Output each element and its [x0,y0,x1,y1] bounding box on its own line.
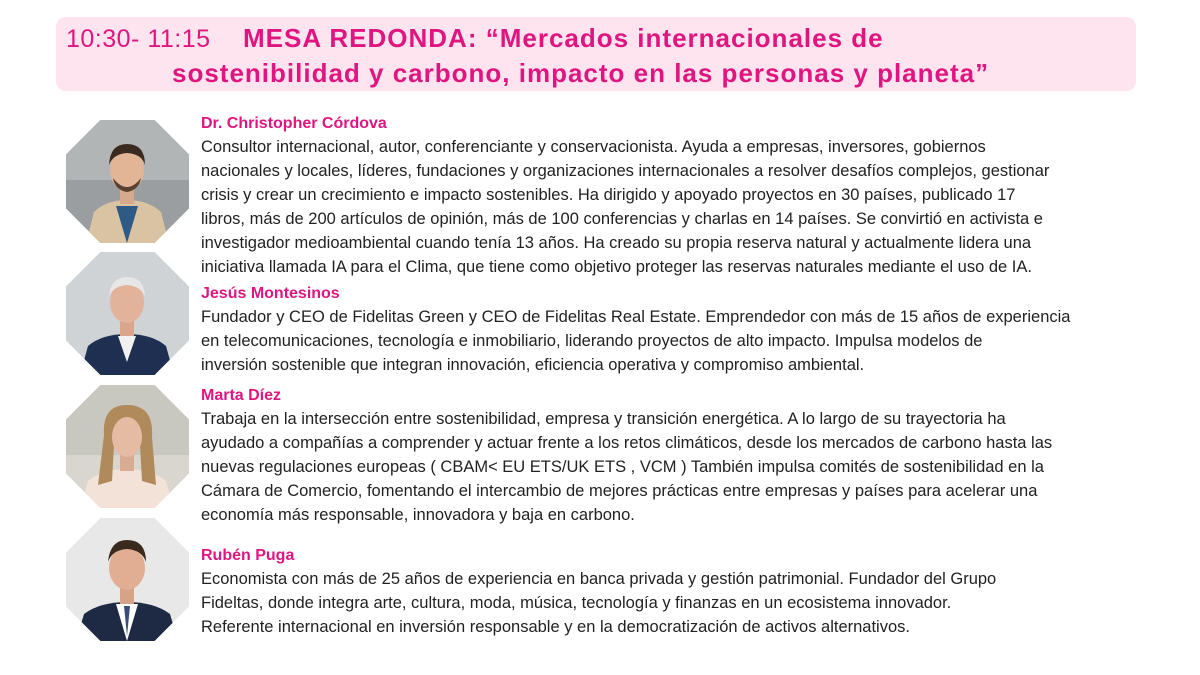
speaker-name-jesus: Jesús Montesinos [201,285,340,302]
bio-line: Fundador y CEO de Fidelitas Green y CEO de Fidelitas Real Estate. Emprendedor con más de 15 años de experiencia [201,308,1071,326]
bio-line: en telecomunicaciones, tecnología e inmobiliario, liderando proyectos de alto impacto. Impulsa modelos de [201,332,983,350]
bio-line: ayudado a compañías a comprender y actuar frente a los retos climáticos, desde los mercados de carbono hasta las [201,434,1053,452]
bio-line: nuevas regulaciones europeas ( CBAM< EU ETS/UK ETS , VCM ) También impulsa comités de sostenibilidad en la [201,458,1044,476]
speaker-name-christopher: Dr. Christopher Córdova [201,115,387,132]
header-banner-tab [1050,48,1136,91]
bio-line: Consultor internacional, autor, conferenciante y conservacionista. Ayuda a empresas, inversores, gobiernos [201,138,986,156]
bio-line: nacionales y locales, líderes, fundaciones y organizaciones internacionales a resolver desafíos complejos, gestionar [201,162,1050,180]
speaker-photo-jesus [66,252,189,375]
speaker-bio-christopher [201,135,1176,279]
speaker-bio-marta [201,407,1176,527]
bio-line: Economista con más de 25 años de experiencia en banca privada y gestión patrimonial. Fundador del Grupo [201,570,997,588]
bio-line: economía más responsable, innovadora y baja en carbono. [201,506,635,524]
speaker-photo-marta [66,385,189,508]
bio-line: inversión sostenible que integran innovación, eficiencia operativa y compromiso ambiental. [201,356,865,374]
bio-line: Cámara de Comercio, fomentando el intercambio de mejores prácticas entre empresas y países para acelerar una [201,482,1038,500]
bio-line: libros, más de 200 artículos de opinión, más de 100 conferencias y charlas en 14 países. Se convirtió en activista e [201,210,1043,228]
speaker-bio-ruben [201,567,1176,639]
speaker-photo-christopher [66,120,189,243]
speaker-photo-ruben [66,518,189,641]
bio-line: crisis y crear un crecimiento e impacto sostenibles. Ha dirigido y apoyado proyectos en 30 países, publicado 17 [201,186,1016,204]
session-time: 10:30- 11:15 [66,25,211,53]
bio-line: Referente internacional en inversión responsable y en la democratización de activos alternativos. [201,618,910,636]
session-title-line-2: sostenibilidad y carbono, impacto en las personas y planeta” [172,58,990,88]
bio-line: Trabaja en la intersección entre sostenibilidad, empresa y transición energética. A lo largo de su trayectoria ha [201,410,1006,428]
session-title-line-1: MESA REDONDA: “Mercados internacionales de [243,23,884,53]
speaker-name-ruben: Rubén Puga [201,547,295,564]
speaker-bio-jesus [201,305,1176,377]
bio-line: iniciativa llamada IA para el Clima, que tiene como objetivo proteger las reservas naturales mediante el uso de IA. [201,258,1032,276]
speaker-name-marta: Marta Díez [201,387,282,404]
bio-line: investigador medioambiental cuando tenía 13 años. Ha creado su propia reserva natural y actualmente lidera una [201,234,1032,252]
bio-line: Fideltas, donde integra arte, cultura, moda, música, tecnología y finanzas en un ecosistema innovador. [201,594,952,612]
